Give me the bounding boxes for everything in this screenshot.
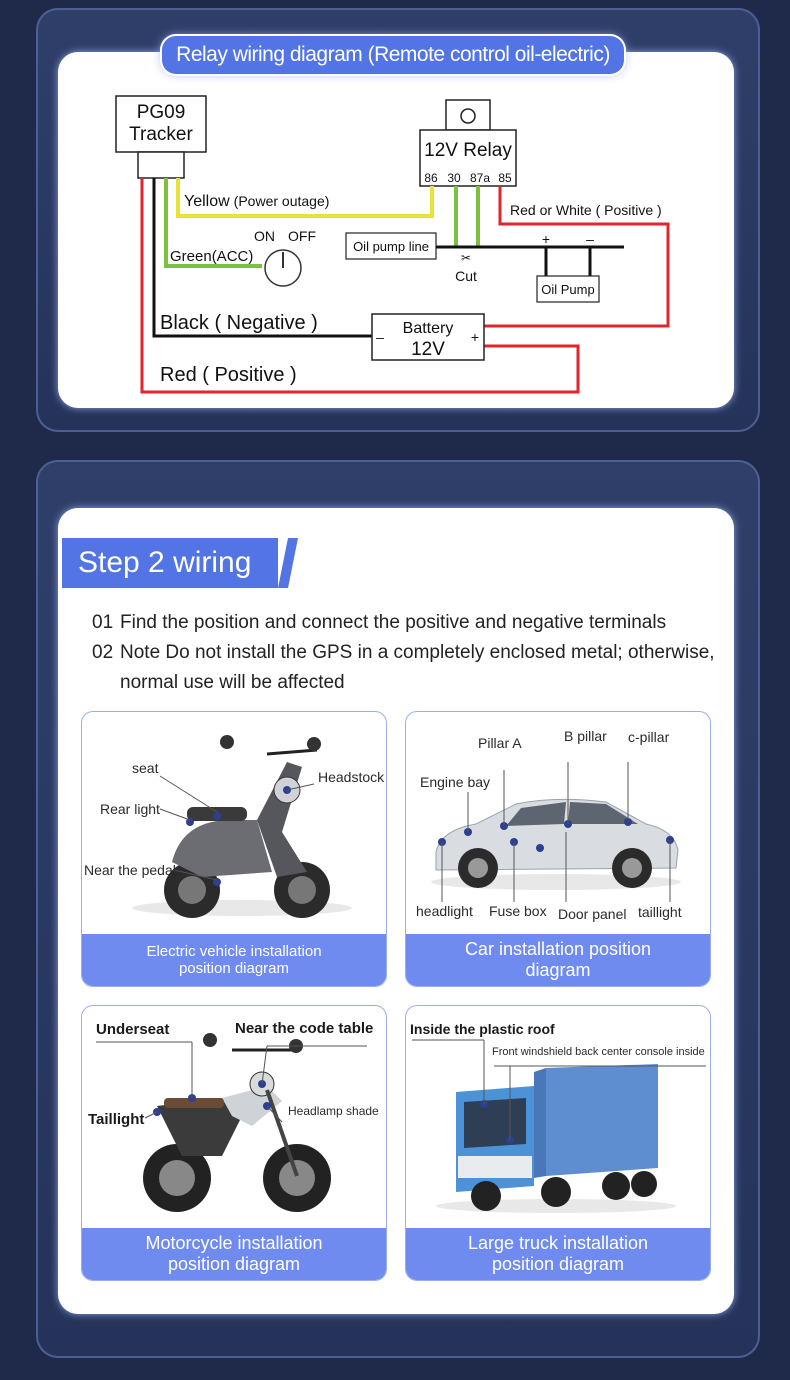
moto-underseat-label: Underseat [96,1021,170,1038]
note-01-text: Find the position and connect the positive and negative terminals [120,612,667,633]
ev-caption [82,934,386,986]
car-caption [406,934,710,986]
car-fuse-box-label: Fuse box [489,903,547,919]
car-engine-bay-label: Engine bay [420,774,491,790]
relay-pin-85: 85 [498,171,512,185]
car-b-pillar-label: B pillar [564,728,607,744]
battery-pos-label: + [470,329,480,345]
tile-car [405,711,711,987]
tile-truck [405,1005,711,1281]
switch-on-label: ON [254,228,275,244]
battery-label-1: Battery [402,320,454,337]
truck-caption [406,1228,710,1280]
car-headlight-label: headlight [416,903,473,919]
ev-rear-light-label: Rear light [100,801,160,817]
car-caption-line2: diagram [525,960,591,980]
note-02-num: 02 [92,642,114,663]
red-white-label: Red or White ( Positive ) [510,202,662,218]
relay-wiring-diagram [0,0,790,440]
black-label: Black ( Negative ) [160,312,318,334]
tracker-connector [138,152,184,178]
moto-headlamp-shade-label: Headlamp shade [288,1104,379,1118]
tracker-label-2: Tracker [129,124,193,145]
moto-taillight-label: Taillight [88,1111,145,1128]
note-01-num: 01 [92,612,114,633]
note-02-text-2: normal use will be affected [120,672,345,693]
car-pillar-a-label: Pillar A [478,735,522,751]
pump-pos-label: + [541,231,551,247]
pump-neg-label: – [586,231,594,247]
yellow-label: Yellow (Power outage) [184,193,330,210]
step2-title: Step 2 wiring [62,538,278,588]
car-caption-line1: Car installation position [464,939,652,959]
ev-headstock-label: Headstock [318,769,385,785]
note-02 [92,638,715,698]
moto-caption [82,1228,386,1280]
moto-near-code-table-label: Near the code table [235,1020,374,1037]
green-label: Green(ACC) [170,248,254,265]
car-illustration [406,712,710,934]
ev-near-pedal-label: Near the pedal [84,862,176,878]
ev-caption-line2: position diagram [178,960,290,977]
relay-pin-86: 86 [424,171,438,185]
relay-label: 12V Relay [424,140,512,161]
oil-pump-line-label: Oil pump line [353,239,429,254]
truck-windshield-label: Front windshield back center console inside [492,1046,705,1058]
note-01 [92,608,666,638]
car-taillight-label: taillight [638,904,682,920]
note-02-text: Note Do not install the GPS in a completely enclosed metal; otherwise, [120,642,715,663]
tracker-label-1: PG09 [136,102,186,123]
relay-pin-87a: 87a [469,171,491,185]
electric-scooter-illustration [82,712,386,934]
ev-seat-label: seat [132,760,159,776]
cut-label: Cut [455,268,477,284]
red-label: Red ( Positive ) [160,364,297,386]
relay-tab-hole [461,109,475,123]
relay-title: Relay wiring diagram (Remote control oil-electric) [162,36,624,74]
truck-illustration [406,1006,710,1228]
moto-caption-line1: Motorcycle installation [145,1233,323,1253]
scissors-icon: ✂ [460,251,472,265]
oil-pump-label: Oil Pump [541,282,595,297]
battery-neg-label: – [376,329,384,345]
truck-caption-line1: Large truck installation [467,1233,649,1253]
truck-caption-line2: position diagram [491,1254,625,1274]
truck-plastic-roof-label: Inside the plastic roof [410,1021,555,1037]
tile-electric-vehicle [81,711,387,987]
battery-label-2: 12V [411,339,445,360]
ev-caption-line1: Electric vehicle installation [146,943,322,960]
switch-off-label: OFF [288,228,316,244]
step2-slash-decoration [278,538,298,588]
car-c-pillar-label: c-pillar [628,729,670,745]
moto-caption-line2: position diagram [167,1254,301,1274]
car-door-panel-label: Door panel [558,906,627,922]
tile-motorcycle [81,1005,387,1281]
relay-pin-30: 30 [447,171,461,185]
